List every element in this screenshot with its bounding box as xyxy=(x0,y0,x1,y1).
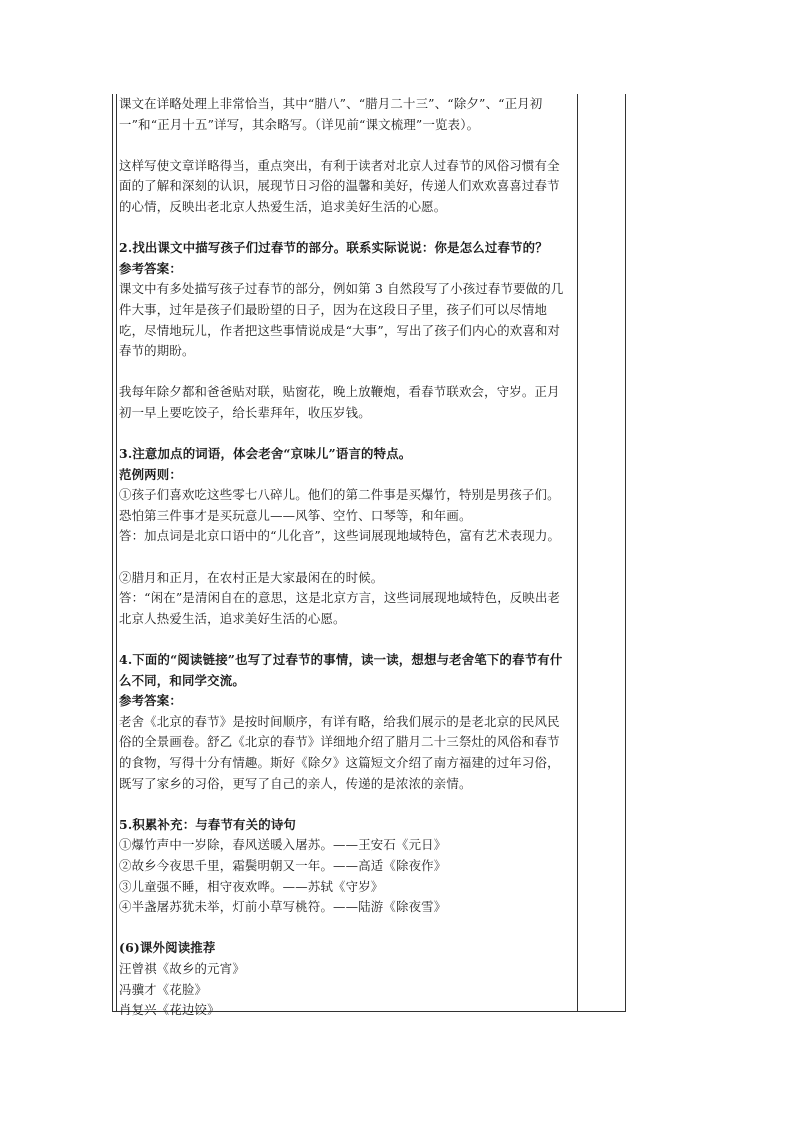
body-paragraph: 汪曾祺《故乡的元宵》 xyxy=(119,960,245,976)
table-left-column-line xyxy=(113,94,117,1011)
paragraph-spacer xyxy=(119,629,571,650)
question-heading: 参考答案： xyxy=(119,693,182,709)
body-paragraph: ①孩子们喜欢吃这些零七八碎儿。他们的第二件事是买爆竹，特别是男孩子们。恐怕第三件事才是买玩意儿——风筝、空竹、口琴等，和年画。 xyxy=(119,487,560,523)
body-paragraph: ③儿童强不睡，相守夜欢哗。——苏轼《守岁》 xyxy=(119,878,384,894)
body-paragraph: 我每年除夕都和爸爸贴对联，贴窗花，晚上放鞭炮，看春节联欢会，守岁。正月初一早上要吃饺子，给长辈拜年，收压岁钱。 xyxy=(119,384,560,420)
question-heading: 范例两则： xyxy=(119,466,182,482)
paragraph-spacer xyxy=(119,547,571,568)
paragraph-spacer xyxy=(119,218,571,239)
question-heading: (6)课外阅读推荐 xyxy=(119,940,216,956)
body-paragraph: 这样写使文章详略得当，重点突出，有利于读者对北京人过春节的风俗习惯有全面的了解和深刻的认识，展现节日习俗的温馨和美好，传递人们欢欢喜喜过春节的心情，反映出老北京人热爱生活，追求美好生活的心愿。 xyxy=(119,157,560,214)
lesson-table xyxy=(112,94,626,1018)
paragraph-spacer xyxy=(119,794,571,815)
body-paragraph: 冯骥才《花脸》 xyxy=(119,981,208,997)
body-paragraph: 课文中有多处描写孩子过春节的部分，例如第 3 自然段写了小孩过春节要做的几件大事，过年是孩子们最盼望的日子，因为在这段日子里，孩子们可以尽情地吃，尽情地玩儿，作者把这些事情说成是“大事”，写出了孩子们内心的欢喜和对春节的期盼。 xyxy=(119,281,564,359)
body-paragraph: 肖复兴《花边饺》 xyxy=(119,1002,220,1018)
paragraph-spacer xyxy=(119,424,571,445)
question-heading: 5.积累补充：与春节有关的诗句 xyxy=(119,816,297,832)
paragraph-spacer xyxy=(119,135,571,156)
table-column-divider xyxy=(577,94,578,1011)
paragraph-spacer xyxy=(119,918,571,939)
question-heading: 参考答案： xyxy=(119,260,182,276)
body-paragraph: 老舍《北京的春节》是按时间顺序，有详有略，给我们展示的是老北京的民风民俗的全景画卷。舒乙《北京的春节》详细地介绍了腊月二十三祭灶的风俗和春节的食物，写得十分有情趣。斯好《除夕》这篇短文介绍了南方福建的过年习俗，既写了家乡的习俗，更写了自己的亲人，传递的是浓浓的亲情。 xyxy=(119,713,560,791)
body-paragraph: 课文在详略处理上非常恰当，其中“腊八”、“腊月二十三”、“除夕”、“正月初一”和“正月十五”详写，其余略写。（详见前“课文梳理”一览表）。 xyxy=(119,96,543,132)
body-paragraph: ②故乡今夜思千里，霜鬓明朝又一年。——高适《除夜作》 xyxy=(119,857,447,873)
body-paragraph: ①爆竹声中一岁除，春风送暖入屠苏。——王安石《元日》 xyxy=(119,837,447,853)
question-heading: 2.找出课文中描写孩子们过春节的部分。联系实际说说：你是怎么过春节的？ xyxy=(119,240,548,256)
body-paragraph: 答：加点词是北京口语中的“儿化音”，这些词展现地域特色，富有艺术表现力。 xyxy=(119,528,561,544)
question-heading: 4.下面的“阅读链接”也写了过春节的事情，读一读，想想与老舍笔下的春节有什么不同，和同学交流。 xyxy=(119,652,563,688)
body-paragraph: 答：“闲在”是清闲自在的意思，这是北京方言，这些词展现地域特色，反映出老北京人热爱生活，追求美好生活的心愿。 xyxy=(119,590,561,626)
paragraph-spacer xyxy=(119,362,571,383)
lesson-content-cell xyxy=(119,94,571,1021)
body-paragraph: ②腊月和正月，在农村正是大家最闲在的时候。 xyxy=(119,569,384,585)
body-paragraph: ④半盏屠苏犹未举，灯前小草写桃符。——陆游《除夜雪》 xyxy=(119,899,447,915)
question-heading: 3.注意加点的词语，体会老舍“京味儿”语言的特点。 xyxy=(119,446,412,462)
